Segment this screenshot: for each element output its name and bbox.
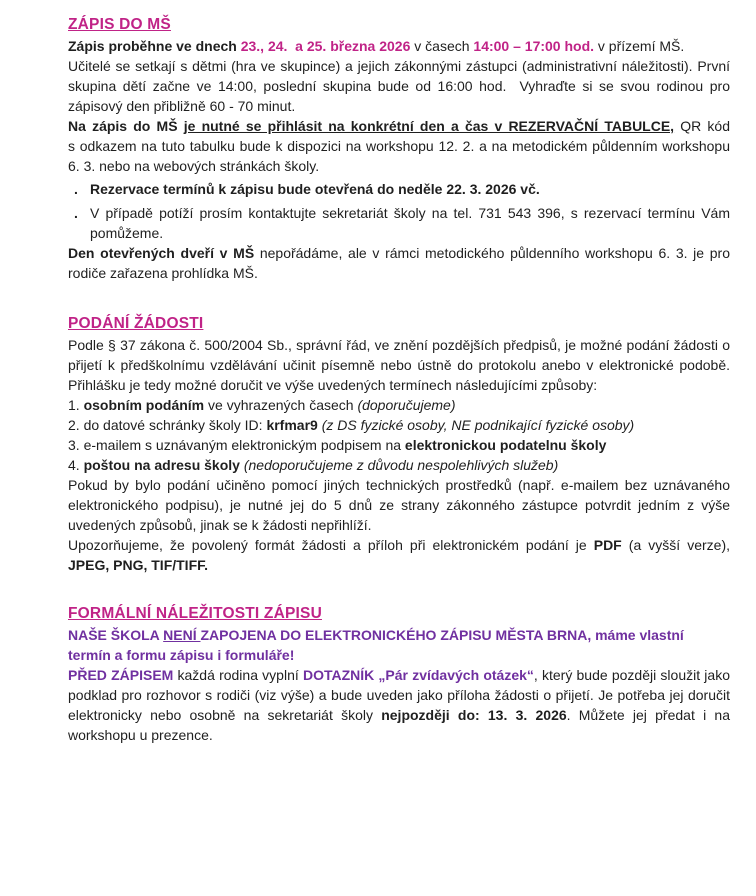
bullet-marker: . [74,181,78,197]
text-run: Upozorňujeme, že povolený formát žádosti a příloh při elektronickém podání je [68,537,594,553]
text-run: nepořádáme, ale v rámci metodického půldenního workshopu 6. 3. je pro rodiče zařazena prohlídka MŠ. [68,245,731,281]
paragraph-reservation-table [68,116,730,176]
bullet-item-contact-help [68,203,730,243]
text-run: 3. e-mailem s uznávaným elektronickým podpisem na [68,437,405,453]
text-run: v časech [410,38,474,54]
text-run: Podle § 37 zákona č. 500/2004 Sb., správní řád, ve znění pozdějších předpisů, je možné podání žádosti o přijetí k předškolnímu vzdělávání učinit písemně nebo ústně do protokolu anebo v elektronické podobě. Přihlášku je tedy možné doručit ve výše uvedených termínech následujícími způsoby: [68,337,730,393]
section-heading-formalni-nalezitosti: FORMÁLNÍ NÁLEŽITOSTI ZÁPISU [68,605,322,622]
paragraph-legal-basis [68,335,730,395]
open-door-day-label: Den otevřených dveří v MŠ [68,245,260,261]
list-item-4 [68,455,730,475]
format-pdf: PDF [593,537,622,553]
text-run: 2. do datové schránky školy ID: [68,417,267,433]
bullet-marker: . [74,205,78,221]
paragraph-open-door-day [68,243,730,283]
paragraph-other-technical-means [68,475,730,535]
reservation-table-emphasis: je nutné se přihlásit na konkrétní den a čas v REZERVAČNÍ TABULCE, [183,118,675,134]
reservation-deadline: Rezervace termínů k zápisu bude otevřená do neděle 22. 3. 2026 vč. [90,181,540,197]
list-item-3 [68,435,730,455]
postal-submission-emphasis: poštou na adresu školy [83,457,240,473]
text-run: QR kód s odkazem na tuto tabulku bude k dispozici na workshopu 12. 2. a na metodickém půldenním workshopu 6. 3. nebo na webových stránkách školy. [68,118,730,174]
text-run: Pokud by bylo podání učiněno pomocí jiných technických prostředků (např. e-mailem bez uznávaného elektronického podpisu), je nutné jej do 5 dnů ze strany zákonného zástupce potvrdit jedním z výše uvedených způsobů, jinak se k žádosti nepřihlíží. [68,477,730,533]
databox-id: krfmar9 [266,417,318,433]
text-run: 4. [68,457,84,473]
paragraph-not-in-electronic-enrollment [68,625,730,665]
section-heading-zapis-do-ms: ZÁPIS DO MŠ [68,16,171,33]
bullet-item-reservation-deadline [68,179,730,199]
text-run: NAŠE ŠKOLA [68,627,164,643]
section-heading-podani-zadosti: PODÁNÍ ŽÁDOSTI [68,315,204,332]
text-run: Na zápis do MŠ [68,118,184,134]
phone-contact-note: V případě potíží prosím kontaktujte sekretariát školy na tel. 731 543 396, s rezervací termínu Vám pomůžeme. [90,205,730,241]
neni-emphasis: NENÍ [163,627,201,643]
paragraph-allowed-formats [68,535,730,575]
text-run: , který bude později sloužit jako podklad pro rozhovor s rodiči (viz výše) a bude uveden jako příloha žádosti o přijetí. Je potřeba jej doručit elektronicky nebo osobně na sekretariát školy [68,667,730,723]
text-run: ZAPOJENA DO ELEKTRONICKÉHO ZÁPISU MĚSTA BRNA, máme vlastní termín a formu zápisu i formuláře! [68,627,684,663]
text-run: každá rodina vyplní [177,667,303,683]
text-run: Učitelé se setkají s dětmi (hra ve skupince) a jejich zákonnými zástupci (administrativní náležitosti). První skupina dětí začne ve 14:00, poslední skupina bude od 16:00 hod. Vyhraďte si se svou rodinou pro zápisový den přibližně 60 - 70 minut. [68,58,730,114]
format-image-list: JPEG, PNG, TIF/TIFF. [68,557,209,573]
postal-warning-note: (nedoporučujeme z důvodu nespolehlivých služeb) [239,457,559,473]
text-run: . Můžete jej předat i na workshopu u prezence. [68,707,730,743]
before-enrollment-label: PŘED ZÁPISEM [68,667,178,683]
paragraph-meeting-details [68,56,730,116]
bullet-text [90,203,730,243]
questionnaire-title: DOTAZNÍK „Pár zvídavých otázek“ [302,667,534,683]
personal-submission-emphasis: osobním podáním [83,397,205,413]
databox-note: (z DS fyzické osoby, NE podnikající fyzické osoby) [317,417,635,433]
text-run: v přízemí MŠ. [594,38,685,54]
questionnaire-deadline: nejpozději do: 13. 3. 2026 [381,707,567,723]
list-item-1 [68,395,730,415]
text-run: 1. [68,397,84,413]
email-submission-emphasis: elektronickou podatelnu školy [404,437,607,453]
text-run: ve vyhrazených časech [204,397,358,413]
paragraph-enrollment-dates [68,36,730,56]
list-item-2 [68,415,730,435]
text-run: Zápis proběhne ve dnech [68,38,241,54]
enrollment-dates-highlight: 23., 24. a 25. března 2026 [240,38,411,54]
paragraph-questionnaire [68,665,730,745]
recommendation-note: (doporučujeme) [357,397,456,413]
enrollment-times-highlight: 14:00 – 17:00 hod. [473,38,595,54]
bullet-text [90,179,730,199]
text-run: (a vyšší verze), [621,537,730,553]
